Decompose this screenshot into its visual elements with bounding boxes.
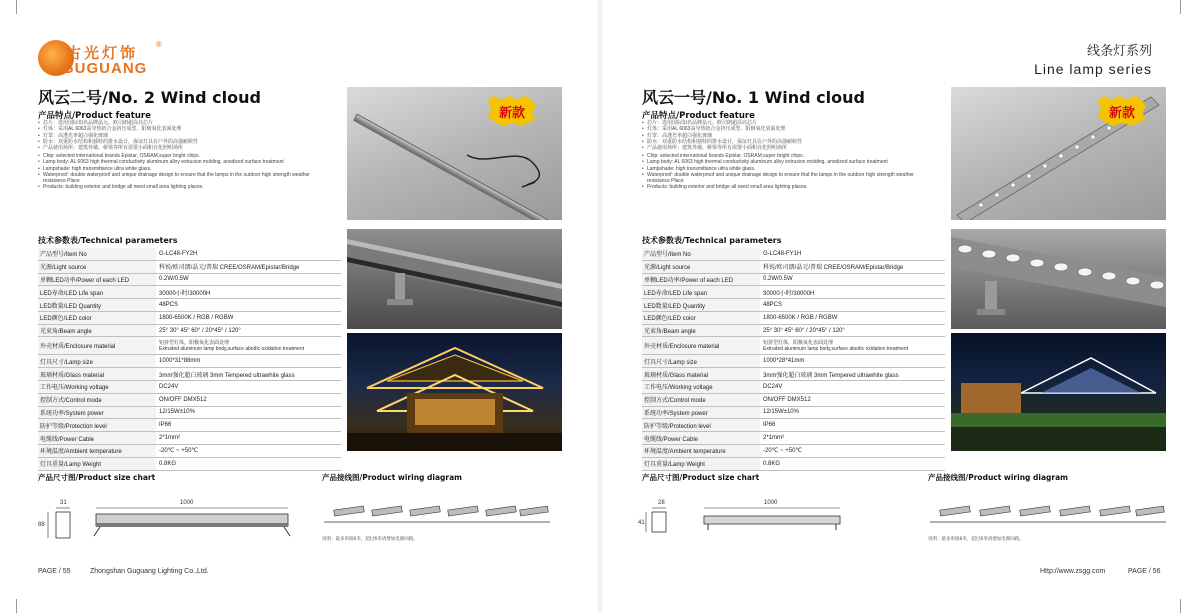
feature-item: • Waterproof: double waterproof and unique drainage design to ensure that the lamps in the outdoor high strength weather resistance Place [38,172,318,185]
table-row [642,299,945,312]
logo-registered-mark: ® [156,40,162,49]
series-header [1034,40,1152,77]
spec-key: 系统功率/System power [642,406,760,419]
table-row [642,273,945,286]
table-row [642,260,945,273]
wiring-diagram [322,500,552,530]
crop-mark [16,599,17,613]
logo-chinese: 古光灯饰 [66,44,139,62]
website: Http://www.zsgg.com [1040,568,1106,575]
spec-key: 电缆线/Power Cable [38,432,156,445]
feature-item: • Products: building exterior and bridge all need small area lighting places. [642,184,922,190]
size-drawing [638,500,898,545]
spec-value: 12/15W±10% [760,406,945,419]
badge-text: 新款 [498,106,525,121]
feature-item: • 芯片：选用国际知名品牌晶元、欧司朗超高亮芯片 [642,120,922,126]
table-row [642,337,945,355]
table-row [38,337,341,355]
feature-item: • 灯罩：高透光率超白强化玻璃 [642,133,922,139]
page-number: PAGE / 56 [1128,568,1161,575]
feature-item: • Lamp body: AL 6063 high thermal conductivity aluminum alloy extrusion molding, anodized surface treatment [38,159,318,165]
spec-key: 玻璃材质/Glass material [38,368,156,381]
spec-value: 25° 30° 45° 60° / 20*45° / 120° [156,324,341,337]
spec-value: DC24V [760,381,945,394]
table-row [642,248,945,260]
spec-value: -20℃ ~ +50℃ [156,444,341,457]
table-row [38,273,341,286]
lamp-detail-graphic [347,229,562,329]
spec-value: 1800-6500K / RGB / RGBW [760,311,945,324]
spec-value: 0.2W/0.5W [156,273,341,286]
spec-key: 光源/Light source [642,260,760,273]
table-row [38,248,341,260]
product-title: 风云二号/No. 2 Wind cloud [38,88,261,107]
feature-item: • Waterproof: double waterproof and unique drainage design to ensure that the lamps in the outdoor high strength weather resistance Place [642,172,922,185]
table-row [38,393,341,406]
table-row [38,260,341,273]
spec-value-en: Extruded aluminum lamp body,surface abodic oxidation treatment [159,345,304,352]
spec-key: 产品型号/Item No [38,248,156,260]
dim-height: 88 [38,522,45,528]
table-row [642,286,945,299]
dim-length: 1000 [180,500,194,506]
table-row [642,432,945,445]
new-badge [488,96,536,126]
application-photo [951,333,1166,451]
feature-list-en [38,153,318,191]
spec-key: 工作电压/Working voltage [38,381,156,394]
wiring-note: 说明：最多串接6米，超过6米请增加电源回路。 [322,537,418,542]
spec-key: 产品型号/Item No [642,248,760,260]
spec-key: 单颗LED功率/Power of each LED [38,273,156,286]
wiring-note: 说明：最多串接6米，超过6米请增加电源回路。 [928,537,1024,542]
spec-value: G-LC48-FY2H [156,248,341,260]
table-row [38,324,341,337]
feature-list-cn [38,120,318,151]
feature-item: • 防水：双重防水结构和独特的排水设计，保证灯具在户外的高强耐候性 [38,139,318,145]
spec-value: 12/15W±10% [156,406,341,419]
size-chart-heading: 产品尺寸图/Product size chart [38,473,156,482]
feature-item: • 芯片：选用国际知名品牌晶元、欧司朗超高亮芯片 [38,120,318,126]
spec-key: 灯具尺寸/Lamp size [642,355,760,368]
spec-key: 系统功率/System power [38,406,156,419]
spec-key: 光束角/Beam angle [642,324,760,337]
spec-value: 2*1mm² [760,432,945,445]
spec-key: LED寿命/LED Life span [38,286,156,299]
spec-key: 环境温度/Ambient temperature [642,444,760,457]
table-row [642,324,945,337]
wiring-heading: 产品接线图/Product wiring diagram [928,473,1068,482]
application-photo [347,333,562,451]
spec-key: 工作电压/Working voltage [642,381,760,394]
pavilion-night-graphic [347,333,562,451]
table-row [38,444,341,457]
table-row [38,286,341,299]
spec-key: 电缆线/Power Cable [642,432,760,445]
feature-item: • 灯体：采用AL 6063高导热铝合金挤压成型、阳极氧化表面处理 [642,126,922,132]
dim-length: 1000 [764,500,778,506]
spec-value: 0.2W/0.5W [760,273,945,286]
table-row [642,419,945,432]
new-badge [1098,96,1146,126]
spec-value: G-LC48-FY1H [760,248,945,260]
table-row [38,299,341,312]
tech-heading: 技术参数表/Technical parameters [642,236,782,245]
spec-key: 单颗LED功率/Power of each LED [642,273,760,286]
table-row [38,355,341,368]
table-row [38,381,341,394]
dim-width: 28 [658,500,665,506]
spec-table [38,248,341,471]
table-row [642,406,945,419]
spec-value: 1000*28*41mm [760,355,945,368]
feature-item: • Lamp body: AL 6063 high thermal conductivity aluminum alloy extrusion molding, anodized surface treatment [642,159,922,165]
series-title-cn: 线条灯系列 [1086,44,1152,59]
city-night-graphic [951,333,1166,451]
detail-photo [951,229,1166,329]
logo-english: GUGUANG [62,60,148,77]
feature-item: • 灯罩：高透光率超白强化玻璃 [38,133,318,139]
spec-value: 3mm强化超白玻璃 3mm Tempered ultrawhite glass [156,368,341,381]
feature-item: • Lampshade: high transmittance ultra white glass. [38,166,318,172]
dimension-lines [38,500,298,545]
crop-mark [1180,0,1181,14]
feature-heading: 产品特点/Product feature [642,111,755,121]
spec-key: 玻璃材质/Glass material [642,368,760,381]
product-title: 风云一号/No. 1 Wind cloud [642,88,865,107]
spec-key: LED颜色/LED color [642,311,760,324]
size-drawing [38,500,298,545]
spec-value: 铝挤型灯体，阳极氧化表面处理 [159,339,230,346]
spec-key: 防护等级/Protection level [642,419,760,432]
table-row [38,432,341,445]
spec-key: 防护等级/Protection level [38,419,156,432]
dim-height: 41 [638,520,645,526]
spec-value: -20℃ ~ +50℃ [760,444,945,457]
spec-value: 48PCS [156,299,341,312]
lamp-detail-graphic [951,229,1166,329]
spec-value: 30000小时/30000H [760,286,945,299]
spec-value: 3mm强化超白玻璃 3mm Tempered ultrawhite glass [760,368,945,381]
spec-value: 铝挤型灯体，阳极氧化表面处理 [763,339,834,346]
size-chart-heading: 产品尺寸图/Product size chart [642,473,760,482]
crop-mark [16,0,17,14]
crop-mark [1180,599,1181,613]
spec-value: 48PCS [760,299,945,312]
spec-value-cell [156,337,341,355]
wiring-diagram [928,500,1168,530]
spec-value: 科锐/欧司朗/晶元/普瑞 CREE/OSRAM/Epistar/Bridge [156,260,341,273]
table-row [38,406,341,419]
spec-value: 科锐/欧司朗/晶元/普瑞 CREE/OSRAM/Epistar/Bridge [760,260,945,273]
dimension-lines [638,500,898,545]
wiring-heading: 产品接线图/Product wiring diagram [322,473,462,482]
spec-value: 1000*31*88mm [156,355,341,368]
spec-value: 30000小时/30000H [156,286,341,299]
tech-heading: 技术参数表/Technical parameters [38,236,178,245]
brand-logo [38,40,162,80]
spec-value: ON/OFF DMX512 [760,393,945,406]
spec-value: 1800-6500K / RGB / RGBW [156,311,341,324]
spec-key: 灯具重量/Lamp Weight [38,457,156,470]
table-row [38,368,341,381]
spec-value: 2*1mm² [156,432,341,445]
spec-value: IP66 [156,419,341,432]
spec-key: 灯具重量/Lamp Weight [642,457,760,470]
table-row [38,457,341,470]
spec-value: 0.8KG [760,457,945,470]
table-row [642,381,945,394]
feature-item: • Lampshade: high transmittance ultra white glass. [642,166,922,172]
spec-value: ON/OFF DMX512 [156,393,341,406]
spec-value: 0.8KG [156,457,341,470]
table-row [642,355,945,368]
dim-width: 31 [60,500,67,506]
detail-photo [347,229,562,329]
spec-key: 外壳材质/Enclosure material [642,337,760,355]
spec-key: 光束角/Beam angle [38,324,156,337]
feature-list-cn [642,120,922,151]
spec-key: 控制方式/Control mode [642,393,760,406]
feature-item: • Products: building exterior and bridge all need small area lighting places. [38,184,318,190]
table-row [38,419,341,432]
table-row [642,444,945,457]
table-row [642,368,945,381]
spec-key: 光源/Light source [38,260,156,273]
spec-value: IP66 [760,419,945,432]
spec-key: LED数量/LED Quantity [642,299,760,312]
spec-key: LED颜色/LED color [38,311,156,324]
table-row [38,311,341,324]
spec-key: 控制方式/Control mode [38,393,156,406]
right-page [602,0,1200,613]
spec-table [642,248,945,471]
table-row [642,457,945,470]
spec-value: DC24V [156,381,341,394]
spec-value-cell [760,337,945,355]
feature-list-en [642,153,922,191]
table-row [642,311,945,324]
spec-key: LED寿命/LED Life span [642,286,760,299]
badge-text: 新款 [1108,106,1135,121]
spec-key: LED数量/LED Quantity [38,299,156,312]
left-page [0,0,598,613]
spec-key: 外壳材质/Enclosure material [38,337,156,355]
feature-item: • 产品使用场所：建筑外墙、桥梁等所有需要小面积亮化照明场所 [642,145,922,151]
spec-key: 灯具尺寸/Lamp size [38,355,156,368]
feature-item: • Chip: selected international brands Epistar, OSRAM,super bright chips. [642,153,922,159]
spec-key: 环境温度/Ambient temperature [38,444,156,457]
company-name: Zhongshan Guguang Lighting Co.,Ltd. [90,568,209,575]
feature-item: • 防水：双重防水结构和独特的排水设计，保证灯具在户外的高强耐候性 [642,139,922,145]
spec-value-en: Extruded aluminum lamp body,surface abodic oxidation treatment [763,345,908,352]
series-title-en: Line lamp series [1034,61,1152,77]
feature-item: • 灯体：采用AL 6063高导热铝合金挤压成型、阳极氧化表面处理 [38,126,318,132]
table-row [642,393,945,406]
page-number: PAGE / 55 [38,568,71,575]
feature-heading: 产品特点/Product feature [38,111,151,121]
feature-item: • 产品使用场所：建筑外墙、桥梁等所有需要小面积亮化照明场所 [38,145,318,151]
feature-item: • Chip: selected international brands Epistar, OSRAM,super bright chips. [38,153,318,159]
spec-value: 25° 30° 45° 60° / 20*45° / 120° [760,324,945,337]
